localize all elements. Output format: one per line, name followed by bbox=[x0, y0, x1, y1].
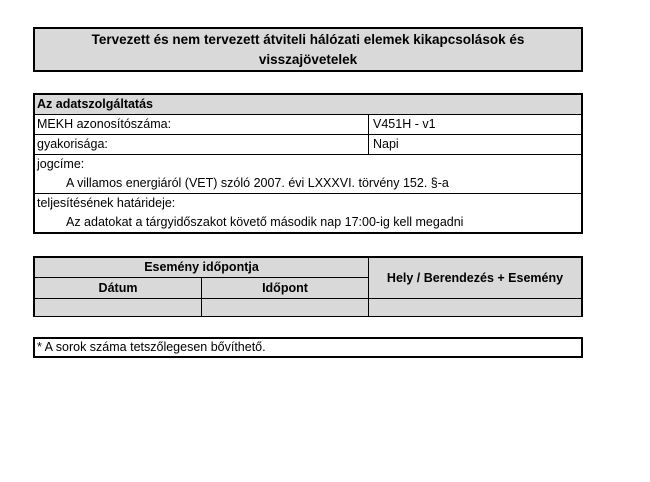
event-table bbox=[33, 256, 583, 317]
frequency-label: gyakorisága: bbox=[35, 135, 369, 154]
deadline-block bbox=[35, 193, 581, 232]
table-row bbox=[35, 298, 581, 316]
mekh-id-row bbox=[35, 114, 581, 134]
form-title-text: Tervezett és nem tervezett átviteli hálózati elemek kikapcsolások és visszajövetelek bbox=[91, 31, 525, 67]
data-provision-header bbox=[35, 95, 581, 114]
frequency-row bbox=[35, 134, 581, 154]
legal-basis-text: A villamos energiáról (VET) szóló 2007. évi LXXXVI. törvény 152. §-a bbox=[66, 176, 449, 190]
date-cell[interactable] bbox=[35, 299, 202, 316]
mekh-id-label: MEKH azonosítószáma: bbox=[35, 115, 369, 134]
footnote-text: * A sorok száma tetszőlegesen bővíthető. bbox=[37, 340, 266, 354]
form-title bbox=[33, 27, 583, 72]
event-time-subheaders bbox=[35, 278, 368, 298]
mekh-id-value: V451H - v1 bbox=[373, 117, 436, 131]
event-time-group bbox=[35, 258, 369, 298]
place-cell[interactable] bbox=[369, 299, 581, 316]
data-provision-table bbox=[33, 93, 583, 234]
date-column-header: Dátum bbox=[35, 278, 202, 298]
data-provision-header-text: Az adatszolgáltatás bbox=[37, 97, 154, 111]
place-column-header: Hely / Berendezés + Esemény bbox=[369, 258, 581, 298]
deadline-label: teljesítésének határideje: bbox=[37, 196, 176, 210]
time-column-header: Időpont bbox=[262, 281, 308, 295]
legal-basis-block bbox=[35, 154, 581, 193]
legal-basis-label: jogcíme: bbox=[37, 157, 85, 171]
footnote bbox=[33, 337, 583, 358]
event-table-header bbox=[35, 258, 581, 298]
frequency-value: Napi bbox=[373, 137, 399, 151]
deadline-text: Az adatokat a tárgyidőszakot követő második nap 17:00-ig kell megadni bbox=[66, 215, 464, 229]
event-time-group-header: Esemény időpontja bbox=[35, 258, 368, 278]
time-cell[interactable] bbox=[202, 299, 369, 316]
